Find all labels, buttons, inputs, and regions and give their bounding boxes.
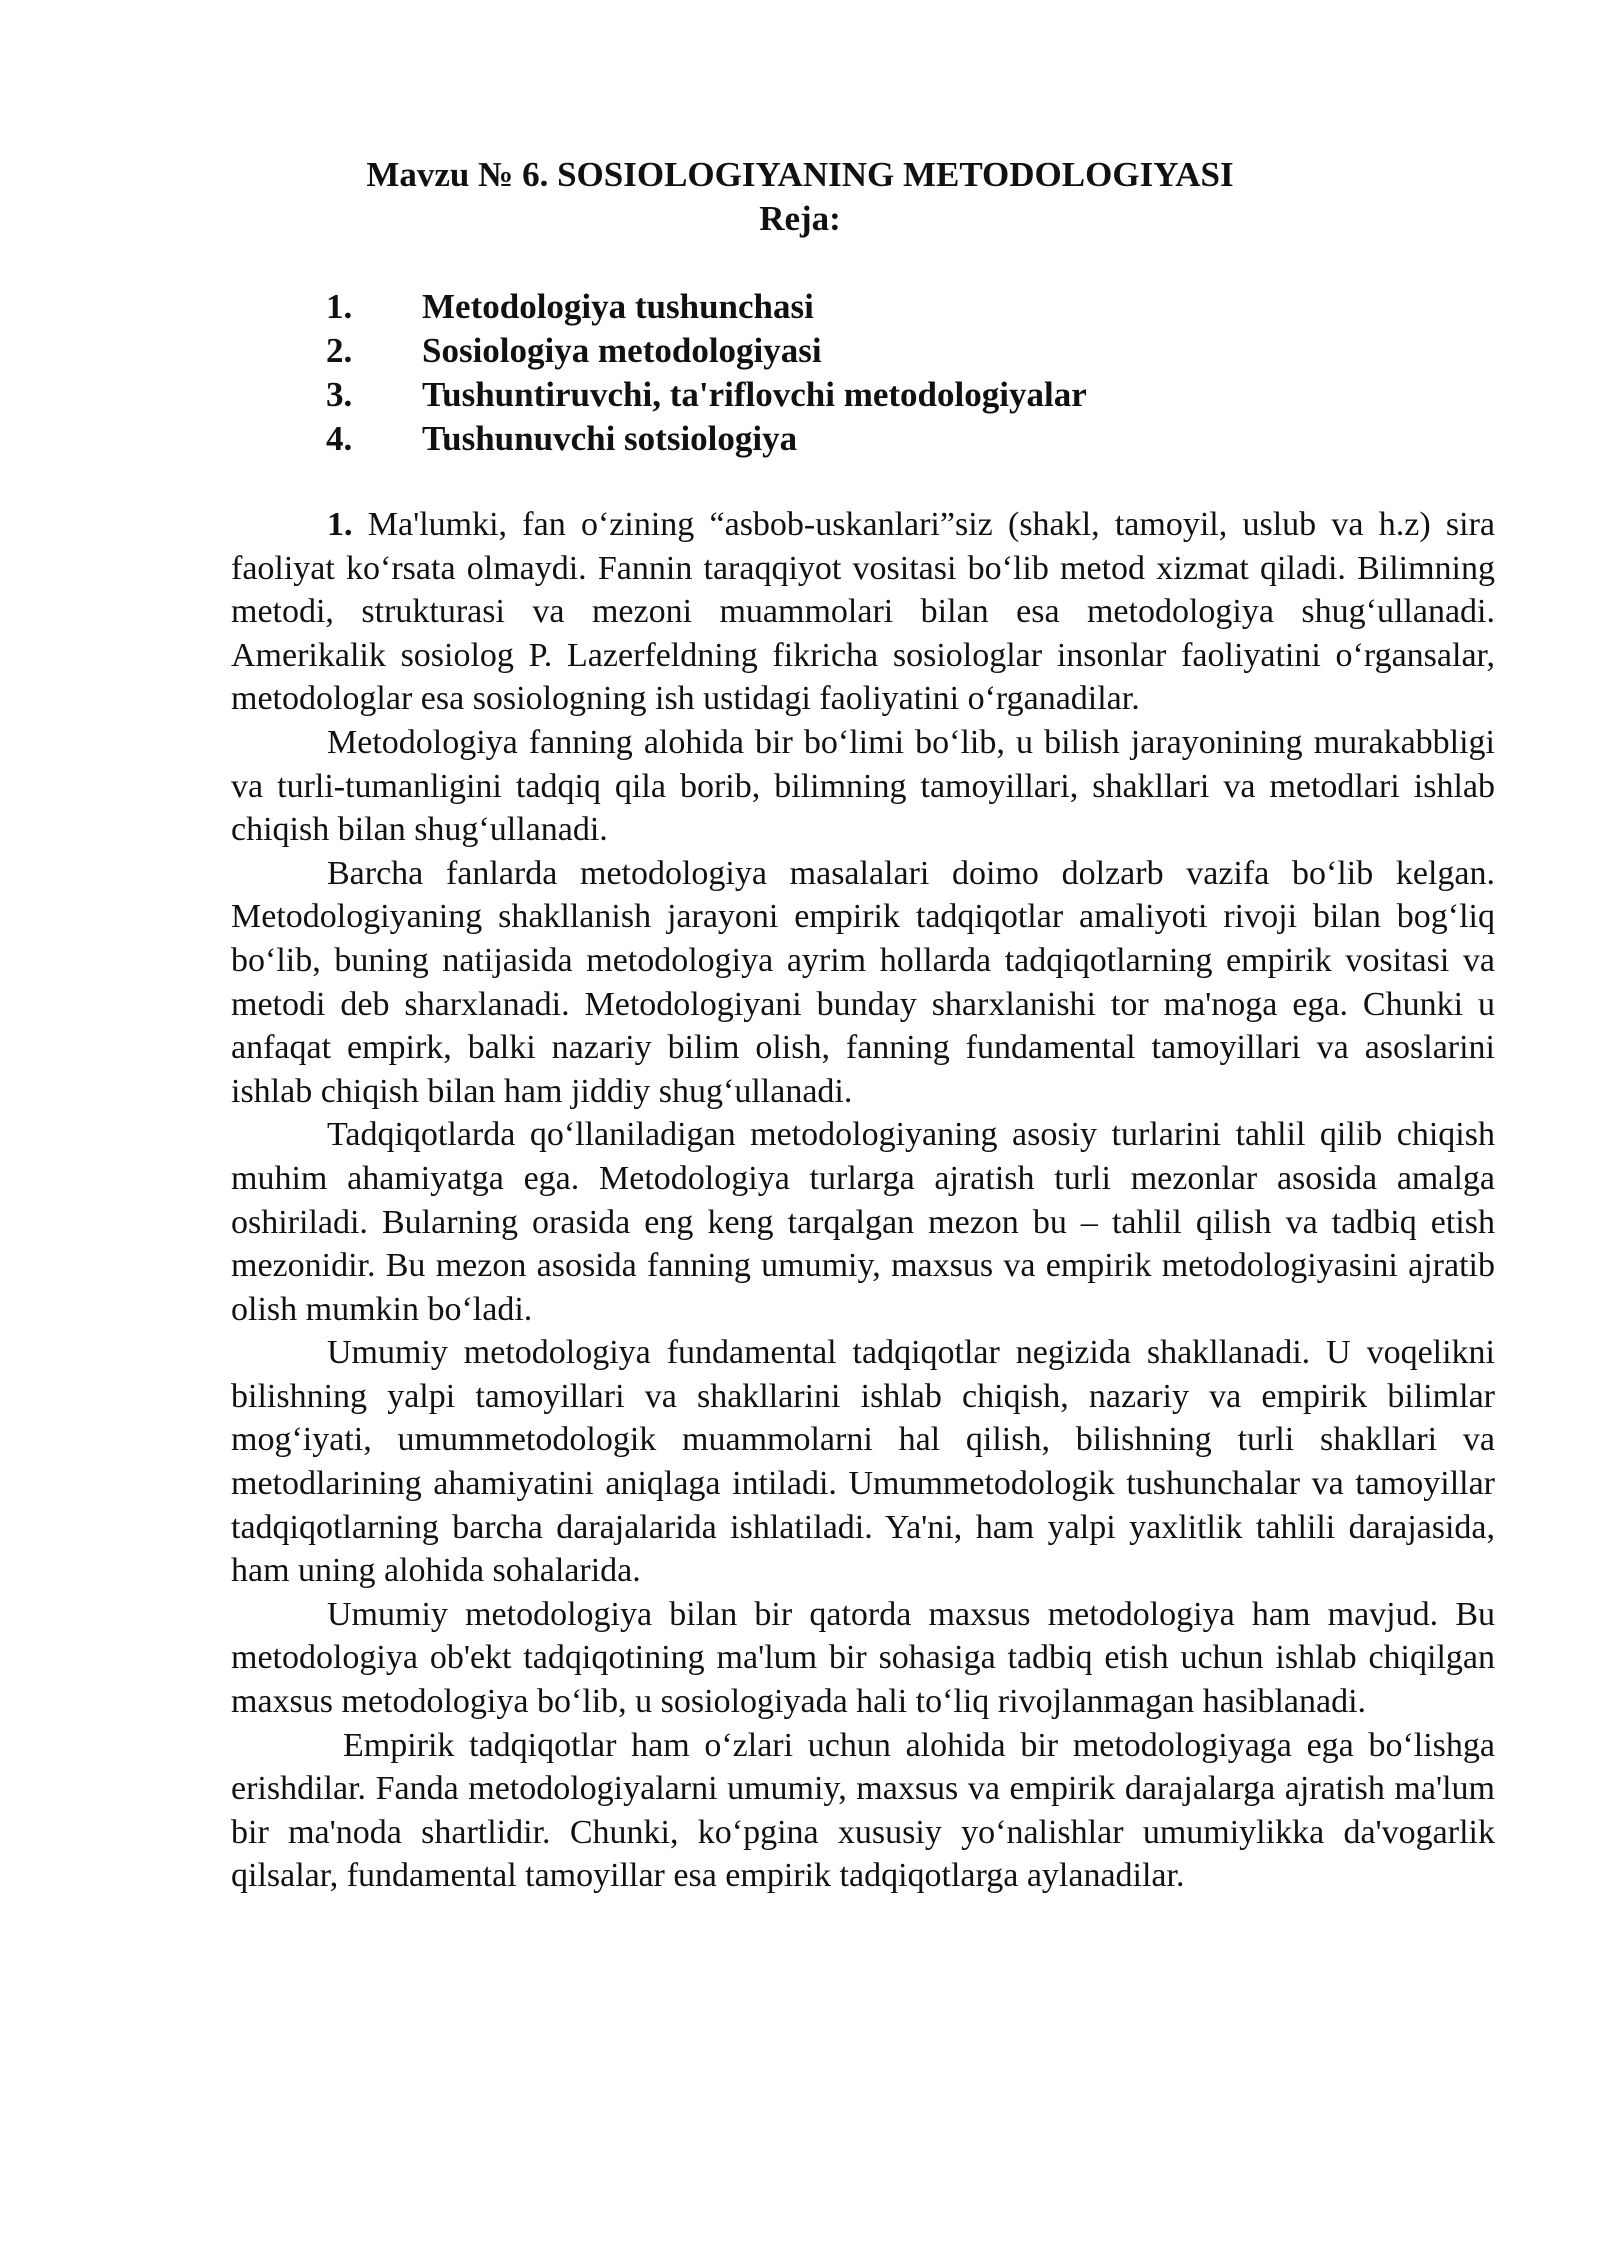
paragraph: Umumiy metodologiya fundamental tadqiqotlar negizida shakllanadi. U voqelikni bilishning yalpi tamoyillari va shakllarini ishlab chiqish, nazariy va empirik bilimlar mog‘iyati, umummetodologik muammolarni hal qilish, bilishning turli shakllari va metodlarining ahamiyatini aniqlaga intiladi. Umummetodologik tushunchalar va tamoyillar tadqiqotlarning barcha darajalarida ishlatiladi. Ya'ni, ham yalpi yaxlitlik tahlili darajasida, ham uning alohida sohalarida. <box>231 1334 1495 1590</box>
paragraph <box>231 503 1495 721</box>
plan-item-text: Sosiologiya metodologiyasi <box>422 331 822 370</box>
paragraph-number: 1. <box>327 506 353 543</box>
plan-item <box>326 373 1426 417</box>
plan-item-text: Tushunuvchi sotsiologiya <box>422 419 798 458</box>
paragraph: Barcha fanlarda metodologiya masalalari doimo dolzarb vazifa bo‘lib kelgan. Metodologiyaning shakllanish jarayoni empirik tadqiqotlar amaliyoti rivoji bilan bog‘liq bo‘lib, buning natijasida metodologiya ayrim hollarda tadqiqotlarning empirik vositasi va metodi deb sharxlanadi. Metodologiyani bunday sharxlanishi tor ma'noga ega. Chunki u anfaqat empirk, balki nazariy bilim olish, fanning fundamental tamoyillari va asoslarini ishlab chiqish bilan ham jiddiy shug‘ullanadi. <box>231 854 1495 1110</box>
plan-item <box>326 285 1426 329</box>
paragraph-text: Ma'lumki, fan o‘zining “asbob-uskanlari”siz (shakl, tamoyil, uslub va h.z) sira faoliyat ko‘rsata olmaydi. Fannin taraqqiyot vositasi bo‘lib metod xizmat qiladi. Bilimning metodi, strukturasi va mezoni muammolari bilan esa metodologiya shug‘ullanadi. Amerikalik sosiolog P. Lazerfeldning fikricha sosiologlar insonlar faoliyatini o‘rgansalar, metodologlar esa sosiologning ish ustidagi faoliyatini o‘rganadilar. <box>231 506 1495 718</box>
plan-list <box>326 285 1426 461</box>
plan-item-number: 4. <box>326 419 353 458</box>
plan-item-text: Metodologiya tushunchasi <box>422 287 814 326</box>
paragraph: Empirik tadqiqotlar ham o‘zlari uchun alohida bir metodologiyaga ega bo‘lishga erishdilar. Fanda metodologiyalarni umumiy, maxsus va empirik darajalarga ajratish ma'lum bir ma'noda shartlidir. Chunki, ko‘pgina xususiy yo‘nalishlar umumiylikka da'vogarlik qilsalar, fundamental tamoyillar esa empirik tadqiqotlarga aylanadilar. <box>231 1726 1495 1895</box>
plan-item-number: 2. <box>326 331 353 370</box>
plan-heading: Reja: <box>759 199 841 238</box>
plan-item-number: 1. <box>326 287 353 326</box>
body-text <box>231 503 1495 1898</box>
plan-item-text: Tushuntiruvchi, ta'riflovchi metodologiyalar <box>422 375 1087 414</box>
paragraph: Umumiy metodologiya bilan bir qatorda maxsus metodologiya ham mavjud. Bu metodologiya ob'ekt tadqiqotining ma'lum bir sohasiga tadbiq etish uchun ishlab chiqilgan maxsus metodologiya bo‘lib, u sosiologiyada hali to‘liq rivojlanmagan hasiblanadi. <box>231 1595 1495 1721</box>
page-title: Mavzu № 6. SOSIOLOGIYANING METODOLOGIYASI <box>366 155 1234 194</box>
plan-item <box>326 417 1426 461</box>
paragraph: Metodologiya fanning alohida bir bo‘limi bo‘lib, u bilish jarayonining murakabbligi va turli-tumanligini tadqiq qila borib, bilimning tamoyillari, shakllari va metodlari ishlab chiqish bilan shug‘ullanadi. <box>231 723 1495 849</box>
plan-item <box>326 329 1426 373</box>
plan-item-number: 3. <box>326 375 353 414</box>
paragraph: Tadqiqotlarda qo‘llaniladigan metodologiyaning asosiy turlarini tahlil qilib chiqish muhim ahamiyatga ega. Metodologiya turlarga ajratish turli mezonlar asosida amalga oshiriladi. Bularning orasida eng keng tarqalgan mezon bu – tahlil qilish va tadbiq etish mezonidir. Bu mezon asosida fanning umumiy, maxsus va empirik metodologiyasini ajratib olish mumkin bo‘ladi. <box>231 1116 1495 1328</box>
